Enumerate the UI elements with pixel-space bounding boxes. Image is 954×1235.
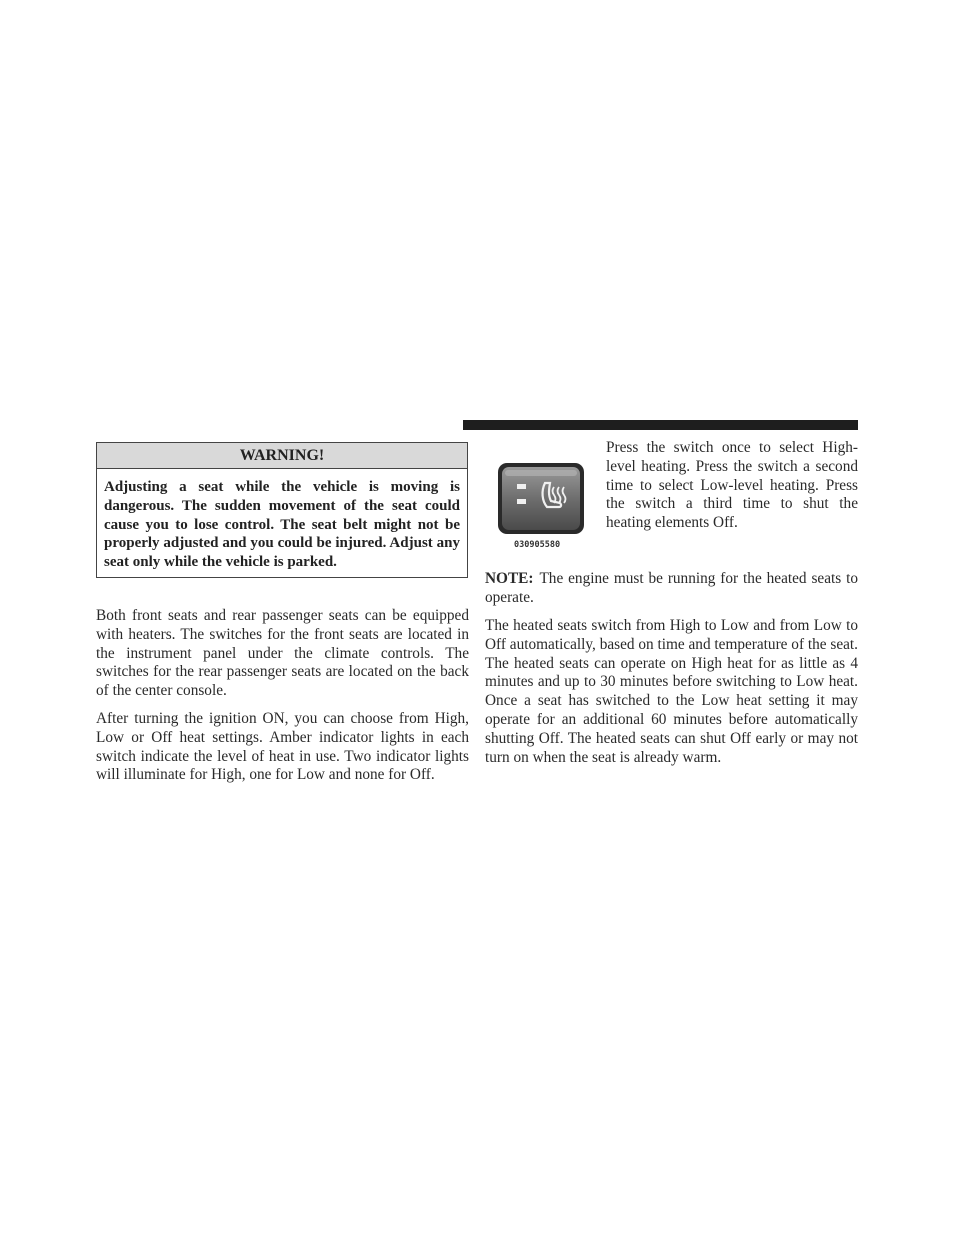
warning-body: Adjusting a seat while the vehicle is moving is dangerous. The sudden movement of the seat could cause you to lose control. The seat belt might not be properly adjusted and you could be injured. Adjust any seat only while the vehicle is parked.: [104, 479, 460, 571]
heated-seat-switch-icon: [497, 461, 585, 536]
paragraph-heated-seats-intro: Both front seats and rear passenger seats can be equipped with heaters. The switches for the front seats are located in the instrument panel under the climate controls. The switches for the rear passenger seats are located on the back of the center console.: [96, 607, 469, 700]
paragraph-heat-settings: After turning the ignition ON, you can choose from High, Low or Off heat settings. Amber indicator lights in each switch indicate the level of heat in use. Two indicator lights will illuminate for High, one for Low and none for Off.: [96, 710, 469, 784]
figure-caption: 030905580: [514, 540, 561, 550]
paragraph-switch-operation: Press the switch once to select High-level heating. Press the switch a second time to select Low-level heating. Press the switch a third time to shut the heating elements Off.: [606, 439, 858, 532]
note-text: The engine must be running for the heated seats to operate.: [485, 570, 858, 606]
section-header-bar: [463, 420, 858, 430]
warning-title: WARNING!: [97, 443, 467, 469]
note-label: NOTE:: [485, 570, 534, 587]
warning-box: [96, 442, 468, 578]
paragraph-automatic-switching: The heated seats switch from High to Low and from Low to Off automatically, based on time and temperature of the seat. The heated seats can operate on High heat for as little as 4 minutes and up to 30 minutes before switching to Low heat. Once a seat has switched to the Low heat setting it may operate for an additional 60 minutes before automatically shutting Off. The heated seats can shut Off early or may not turn on when the seat is already warm.: [485, 617, 858, 766]
note-paragraph: [485, 570, 858, 608]
